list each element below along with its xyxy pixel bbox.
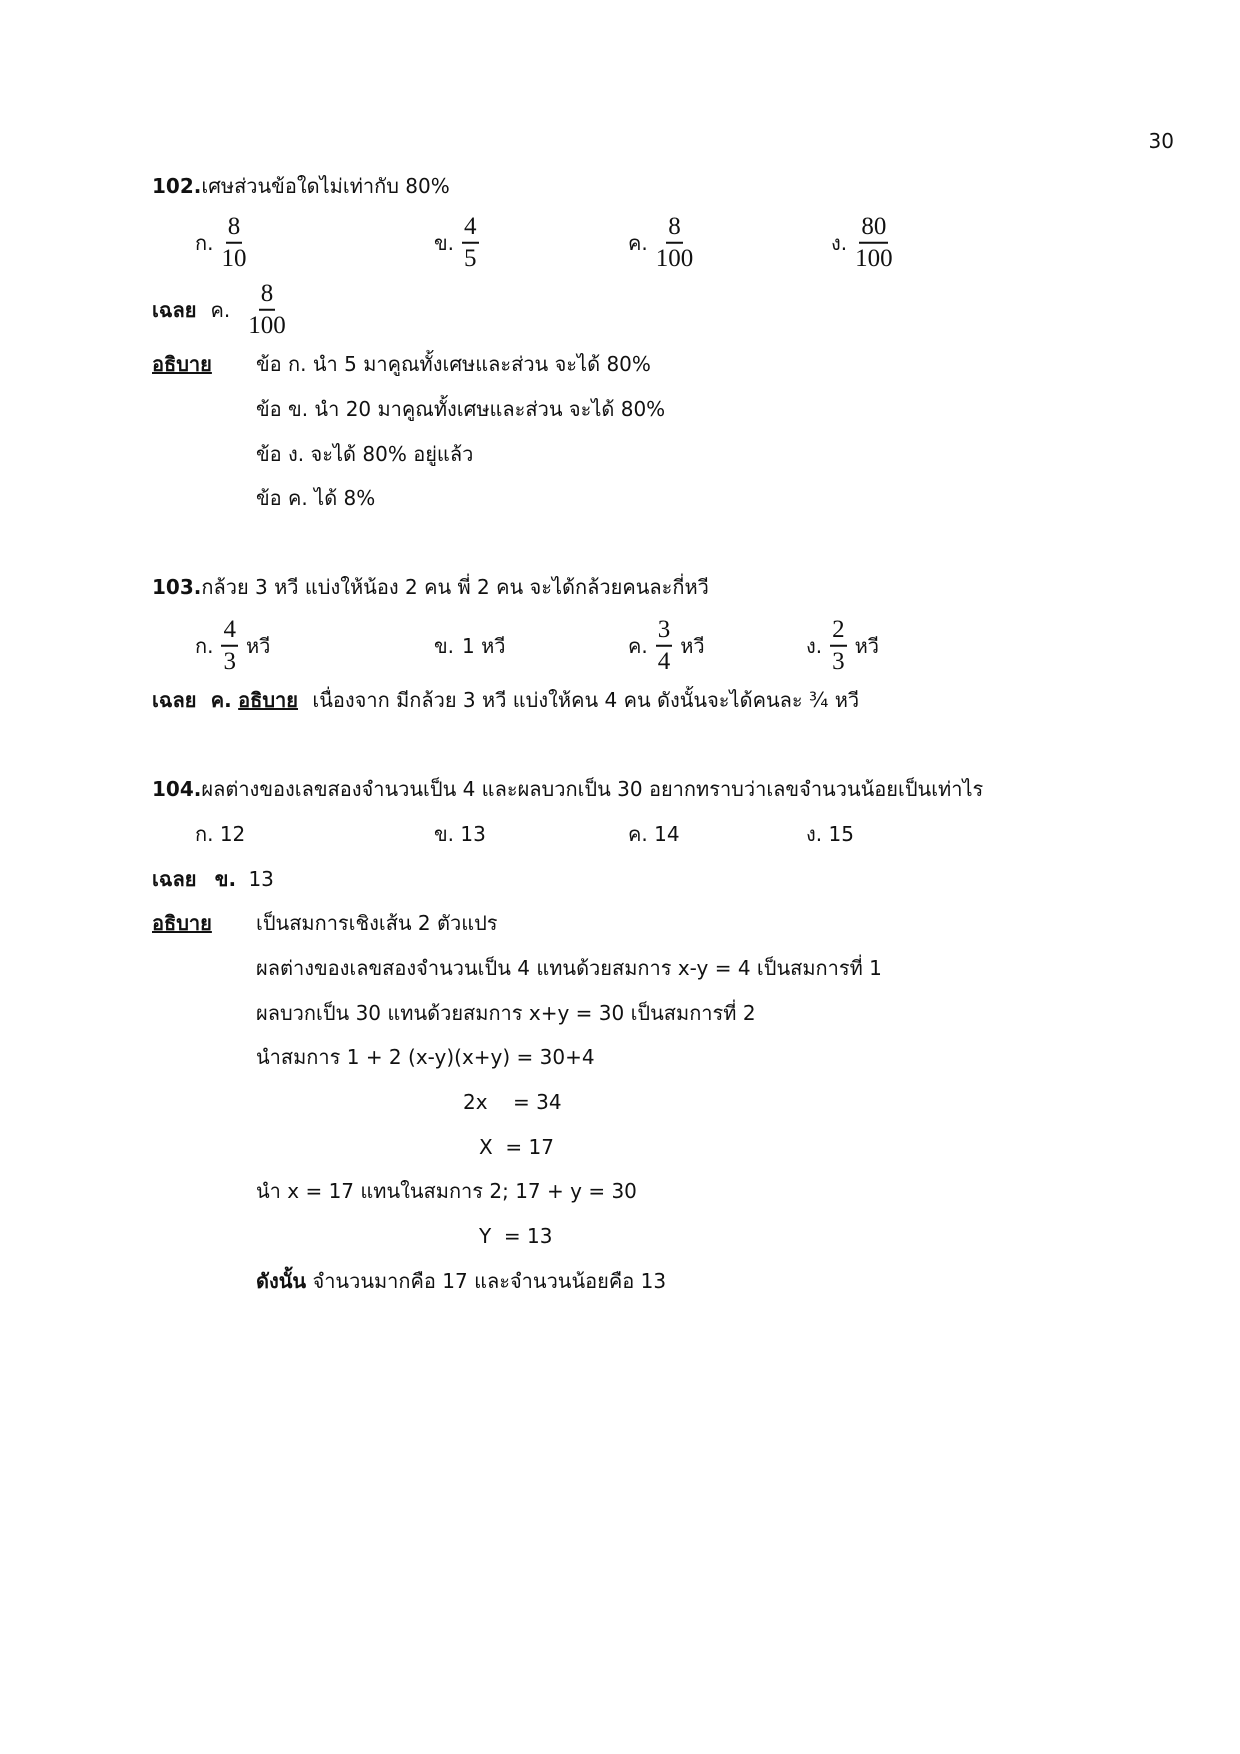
fraction: $\frac{80}{100}$ (855, 212, 893, 272)
option-a: ก. 12 (195, 822, 246, 846)
answer-choice: ค. (210, 298, 231, 322)
answer-choice: ข. (214, 867, 237, 891)
option-c (628, 214, 693, 273)
question-text: กล้วย 3 หวี แบ่งให้น้อง 2 คน พี่ 2 คน จะได้กล้วยคนละกี่หวี (201, 575, 709, 599)
unit: หวี (245, 634, 271, 658)
question-number: 104. (152, 777, 202, 801)
conclusion-text: จำนวนมากคือ 17 และจำนวนน้อยคือ 13 (312, 1269, 667, 1293)
fraction: $\frac{4}{5}$ (464, 212, 477, 272)
answer-choice: ค. (210, 688, 232, 712)
answer-104 (152, 869, 274, 889)
option-label: ง. (806, 634, 823, 658)
option-a (195, 214, 246, 273)
answer-103 (152, 690, 859, 710)
fraction: $\frac{2}{3}$ (832, 615, 845, 675)
explain-line: ผลต่างของเลขสองจำนวนเป็น 4 แทนด้วยสมการ x-y = 4 เป็นสมการที่ 1 (256, 956, 882, 980)
option-b (434, 630, 506, 662)
fraction: $\frac{3}{4}$ (657, 615, 671, 675)
option-label: ก. (195, 634, 214, 658)
fraction: $\frac{8}{100}$ (655, 212, 694, 272)
answer-fraction: $\frac{8}{100}$ (248, 279, 286, 339)
explain-label: อธิบาย (152, 352, 212, 376)
answer-label: เฉลย (152, 688, 197, 712)
option-label: ข. (434, 634, 455, 658)
option-d: ง. 15 (806, 822, 854, 846)
explain-text: เนื่องจาก มีกล้วย 3 หวี แบ่งให้คน 4 คน ดังนั้นจะได้คนละ ¾ หวี (312, 688, 860, 712)
explain-line: ข้อ ง. จะได้ 80% อยู่แล้ว (256, 442, 474, 466)
explain-line: X = 17 (479, 1135, 554, 1159)
explain-line: ข้อ ข. นำ 20 มาคูณทั้งเศษและส่วน จะได้ 80% (256, 397, 666, 421)
explain-line: ข้อ ค. ได้ 8% (256, 486, 376, 510)
option-d (831, 214, 893, 273)
explain-line: ข้อ ก. นำ 5 มาคูณทั้งเศษและส่วน จะได้ 80% (256, 352, 651, 376)
question-102 (152, 176, 450, 196)
option-b: ข. 13 (434, 822, 486, 846)
question-number: 102. (152, 174, 202, 198)
answer-label: เฉลย (152, 867, 197, 891)
fraction: $\frac{4}{3}$ (223, 615, 236, 675)
explain-label: อธิบาย (238, 688, 299, 712)
option-text: 1 หวี (462, 634, 506, 658)
question-103 (152, 577, 709, 597)
option-c (628, 617, 705, 676)
explain-line: นำ x = 17 แทนในสมการ 2; 17 + y = 30 (256, 1179, 637, 1203)
page-number: 30 (1148, 129, 1174, 153)
question-text: ผลต่างของเลขสองจำนวนเป็น 4 และผลบวกเป็น 30 อยากทราบว่าเลขจำนวนน้อยเป็นเท่าไร (201, 777, 984, 801)
option-label: ค. (628, 231, 648, 255)
conclusion-label: ดังนั้น (256, 1269, 307, 1293)
option-a (195, 617, 270, 676)
explain-line: เป็นสมการเชิงเส้น 2 ตัวแปร (256, 911, 498, 935)
explain-label: อธิบาย (152, 911, 212, 935)
answer-102 (152, 281, 286, 340)
answer-label: เฉลย (152, 298, 197, 322)
option-label: ค. (628, 634, 648, 658)
explain-line: Y = 13 (479, 1224, 553, 1248)
option-label: ง. (831, 231, 848, 255)
answer-value: 13 (248, 867, 274, 891)
option-label: ข. (434, 231, 455, 255)
question-104 (152, 779, 983, 799)
option-label: ก. (195, 231, 214, 255)
explain-line: นำสมการ 1 + 2 (x-y)(x+y) = 30+4 (256, 1045, 595, 1069)
option-d (806, 617, 879, 676)
unit: หวี (854, 634, 880, 658)
option-c: ค. 14 (628, 822, 680, 846)
option-b (434, 214, 479, 273)
explain-line: 2x = 34 (463, 1090, 562, 1114)
unit: หวี (680, 634, 705, 658)
question-text: เศษส่วนข้อใดไม่เท่ากับ 80% (201, 174, 450, 198)
conclusion (256, 1271, 666, 1291)
fraction: $\frac{8}{10}$ (221, 212, 247, 272)
question-number: 103. (152, 575, 202, 599)
explain-line: ผลบวกเป็น 30 แทนด้วยสมการ x+y = 30 เป็นสมการที่ 2 (256, 1001, 756, 1025)
